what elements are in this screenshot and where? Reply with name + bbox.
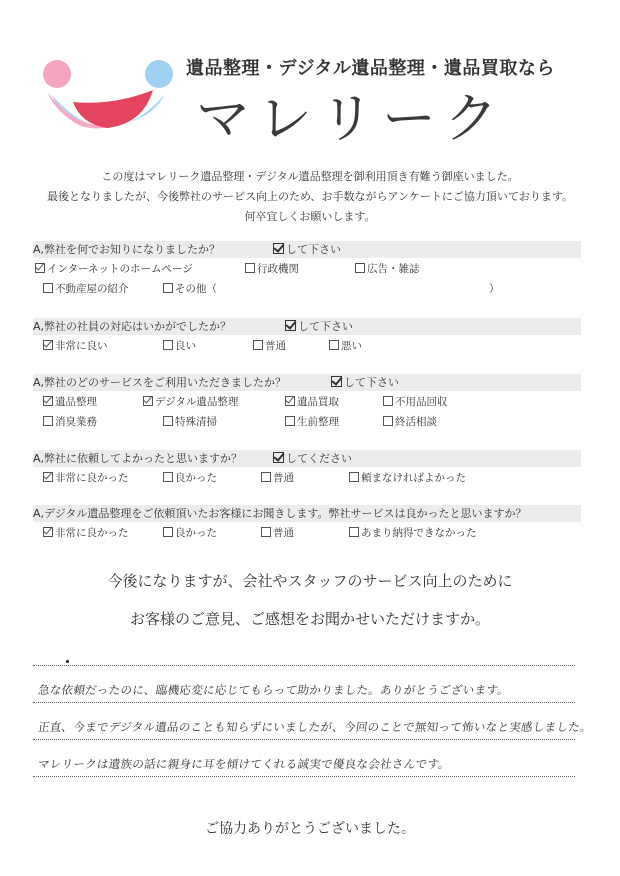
checkbox-icon[interactable]	[253, 340, 263, 350]
question-source	[33, 241, 581, 298]
checkbox-icon[interactable]	[43, 283, 53, 293]
options-row	[33, 522, 581, 542]
other-close-paren: ）	[489, 283, 500, 295]
feedback-prompt-line: 今後になりますが、会社やスタッフのサービス向上のために	[107, 572, 513, 590]
option-regret[interactable]: 頼まなければよかった	[349, 470, 466, 485]
handwritten-comment: 正直、今までデジタル遺品のことも知らずにいましたが、今回のことで無知って怖いなと実感しました。	[37, 720, 593, 734]
option-average[interactable]: 普通	[261, 470, 294, 485]
question-digital-estate	[33, 505, 581, 542]
options-row	[33, 391, 581, 411]
question-header	[33, 374, 581, 391]
checkmark-icon	[273, 452, 284, 463]
option-bad[interactable]: 悪い	[329, 338, 362, 353]
option-digital-estate[interactable]: デジタル遺品整理	[143, 394, 238, 409]
checkbox-icon[interactable]	[43, 527, 53, 537]
intro-text	[0, 167, 620, 227]
options-row	[33, 258, 581, 278]
tagline: 遺品整理・デジタル遺品整理・遺品買取なら	[186, 58, 555, 79]
option-other[interactable]: その他（	[163, 281, 217, 296]
check-instruction: して下さい	[331, 374, 399, 391]
brand-logo	[33, 50, 183, 140]
checkmark-icon	[331, 376, 342, 387]
option-good[interactable]: 良かった	[163, 525, 217, 540]
checkbox-icon[interactable]	[43, 416, 53, 426]
option-deodorizing[interactable]: 消臭業務	[43, 414, 97, 429]
comment-line	[33, 702, 575, 703]
option-internet[interactable]: インターネットのホームページ	[35, 261, 193, 276]
question-services	[33, 374, 581, 431]
brand-name: マレリーク	[196, 87, 506, 150]
option-realestate[interactable]: 不動産屋の紹介	[43, 281, 129, 296]
thank-you-message: ご協力ありがとうございました。	[205, 821, 415, 837]
checkbox-icon[interactable]	[329, 340, 339, 350]
options-row	[33, 278, 581, 298]
question-title: A,弊社の社員の対応はいかがでしたか？	[33, 320, 232, 333]
option-good[interactable]: 良かった	[163, 470, 217, 485]
checkbox-icon[interactable]	[163, 472, 173, 482]
checkbox-icon[interactable]	[349, 472, 359, 482]
checkbox-icon[interactable]	[163, 416, 173, 426]
question-header	[33, 241, 581, 258]
option-good[interactable]: 良い	[163, 338, 196, 353]
checkbox-icon[interactable]	[143, 396, 153, 406]
question-header	[33, 450, 581, 467]
options-row	[33, 467, 581, 487]
checkbox-icon[interactable]	[163, 527, 173, 537]
comment-line	[33, 665, 575, 666]
question-header	[33, 505, 581, 522]
question-satisfaction	[33, 450, 581, 487]
option-special-cleaning[interactable]: 特殊清掃	[163, 414, 217, 429]
checkbox-icon[interactable]	[43, 396, 53, 406]
question-staff	[33, 318, 581, 355]
check-instruction: して下さい	[273, 241, 341, 258]
option-pre-death-cleanup[interactable]: 生前整理	[285, 414, 339, 429]
checkbox-icon[interactable]	[163, 283, 173, 293]
comment-line	[33, 776, 575, 777]
options-row	[33, 335, 581, 355]
checkbox-icon[interactable]	[355, 263, 365, 273]
checkbox-icon[interactable]	[43, 340, 53, 350]
checkmark-icon	[285, 320, 296, 331]
checkbox-icon[interactable]	[43, 472, 53, 482]
option-government[interactable]: 行政機関	[245, 261, 299, 276]
question-header	[33, 318, 581, 335]
checkbox-icon[interactable]	[261, 472, 271, 482]
question-title: A,デジタル遺品整理をご依頼頂いたお客様にお聞きします。弊社サービスは良かったと思いますか？	[33, 507, 527, 520]
option-very-good[interactable]: 非常に良かった	[43, 470, 129, 485]
option-estate-purchase[interactable]: 遺品買取	[285, 394, 339, 409]
checkbox-icon[interactable]	[383, 396, 393, 406]
question-title: A,弊社を何でお知りになりましたか？	[33, 243, 221, 256]
checkbox-icon[interactable]	[285, 396, 295, 406]
intro-line: 何卒宜しくお願いします。	[244, 210, 376, 223]
handwritten-comment: 急な依頼だったのに、臨機応変に応じてもらって助かりました。ありがとうございます。	[37, 683, 511, 697]
handwritten-comment: マレリークは遺族の話に親身に耳を傾けてくれる誠実で優良な会社さんです。	[37, 757, 452, 771]
feedback-prompt-line: お客様のご意見、ご感想をお聞かせいただけますか。	[129, 610, 490, 628]
option-very-good[interactable]: 非常に良かった	[43, 525, 129, 540]
checkbox-icon[interactable]	[163, 340, 173, 350]
question-title: A,弊社のどのサービスをご利用いただきましたか？	[33, 376, 287, 389]
check-instruction: して下さい	[285, 318, 353, 335]
checkbox-icon[interactable]	[35, 263, 45, 273]
checkbox-icon[interactable]	[349, 527, 359, 537]
intro-line: この度はマレリーク遺品整理・デジタル遺品整理を御利用頂き有難う御座いました。	[101, 170, 519, 183]
option-average[interactable]: 普通	[261, 525, 294, 540]
question-title: A,弊社に依頼してよかったと思いますか？	[33, 452, 243, 465]
checkmark-icon	[273, 243, 284, 254]
option-average[interactable]: 普通	[253, 338, 286, 353]
checkbox-icon[interactable]	[383, 416, 393, 426]
option-very-good[interactable]: 非常に良い	[43, 338, 108, 353]
checkbox-icon[interactable]	[285, 416, 295, 426]
ink-dot	[66, 660, 69, 663]
options-row	[33, 411, 581, 431]
option-advertising[interactable]: 広告・雑誌	[355, 261, 420, 276]
intro-line: 最後となりましたが、今後弊社のサービス向上のため、お手数ながらアンケートにご協力頂いております。	[46, 190, 574, 203]
comment-line	[33, 739, 575, 740]
option-junk-removal[interactable]: 不用品回収	[383, 394, 448, 409]
checkbox-icon[interactable]	[245, 263, 255, 273]
option-end-of-life-consult[interactable]: 終活相談	[383, 414, 437, 429]
checkbox-icon[interactable]	[261, 527, 271, 537]
check-instruction: してください	[273, 450, 352, 467]
option-not-satisfied[interactable]: あまり納得できなかった	[349, 525, 477, 540]
option-estate-clearing[interactable]: 遺品整理	[43, 394, 97, 409]
